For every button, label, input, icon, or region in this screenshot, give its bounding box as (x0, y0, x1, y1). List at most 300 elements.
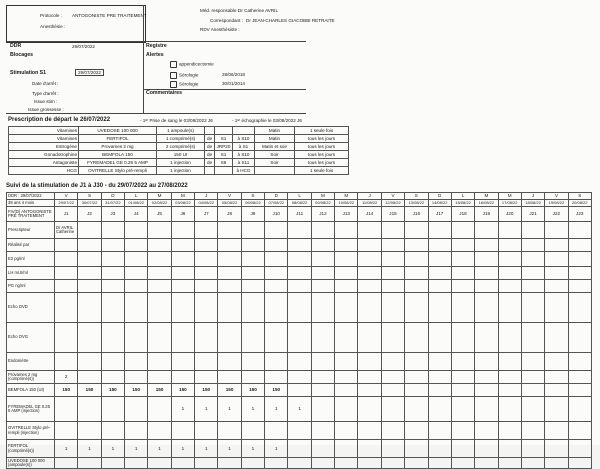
date-cell: 04/08/22 (195, 200, 218, 207)
suivi-cell (311, 353, 334, 371)
suivi-cell (288, 239, 311, 252)
day-cell: J1 (55, 207, 78, 222)
suivi-row (7, 323, 592, 353)
weekday-cell: S (405, 193, 428, 200)
prescription-cell-sj: à S10 (233, 135, 255, 143)
suivi-cell: 1 (241, 397, 264, 422)
suivi-cell (545, 371, 568, 384)
suivi-cell (55, 422, 78, 440)
suivi-cell: 1 (288, 397, 311, 422)
suivi-cell (288, 422, 311, 440)
suivi-cell (475, 222, 498, 239)
suivi-cell: 1 (171, 397, 194, 422)
suivi-cell (218, 280, 241, 293)
prescription-cell-sj (233, 127, 255, 135)
suivi-cell (405, 422, 428, 440)
issue-grossesse-label: Issue grossesse : (28, 107, 64, 112)
date-cell: 07/08/22 (265, 200, 288, 207)
suivi-cell (311, 280, 334, 293)
suivi-row (7, 440, 592, 458)
suivi-cell (498, 267, 521, 280)
weekday-cell: J (521, 193, 544, 200)
weekday-cell: M (335, 193, 358, 200)
suivi-cell (428, 440, 451, 458)
suivi-cell (265, 239, 288, 252)
suivi-cell (101, 280, 124, 293)
suivi-cell (288, 384, 311, 397)
protocole-value: ANTOGONISTE PRE TRAITEMENT (72, 13, 147, 18)
suivi-cell (101, 239, 124, 252)
suivi-ddr-cell: DDR : 29/07/2022 (7, 193, 55, 200)
suivi-cell (405, 222, 428, 239)
suivi-cell (405, 371, 428, 384)
suivi-cell (311, 384, 334, 397)
suivi-cell (288, 252, 311, 267)
suivi-row-label: PG ng/ml (7, 280, 55, 293)
date-cell: 11/08/22 (358, 200, 381, 207)
suivi-cell (335, 440, 358, 458)
suivi-cell (125, 293, 148, 323)
sero1-date: 28/06/2018 (222, 72, 245, 77)
suivi-cell (545, 239, 568, 252)
suivi-cell (241, 293, 264, 323)
suivi-cell (451, 397, 474, 422)
suivi-cell (265, 353, 288, 371)
suivi-cell (265, 267, 288, 280)
alertes-label: Alertes (146, 52, 164, 58)
suivi-cell (125, 353, 148, 371)
suivi-cell (171, 422, 194, 440)
suivi-cell (125, 222, 148, 239)
prescription-cell-j: de (205, 159, 215, 167)
suivi-cell (288, 458, 311, 469)
suivi-cell (428, 384, 451, 397)
suivi-cell (171, 323, 194, 353)
day-cell: J7 (195, 207, 218, 222)
suivi-cell (55, 397, 78, 422)
suivi-cell (545, 458, 568, 469)
suivi-cell (498, 371, 521, 384)
suivi-cell (55, 293, 78, 323)
suivi-cell (498, 397, 521, 422)
suivi-cell (451, 353, 474, 371)
suivi-cell (545, 280, 568, 293)
suivi-cell (475, 293, 498, 323)
ddr-label: DDR (10, 43, 22, 49)
suivi-cell: 150 (125, 384, 148, 397)
weekday-cell: S (241, 193, 264, 200)
suivi-cell (148, 323, 171, 353)
weekday-cell: J (195, 193, 218, 200)
prescription-cell-freq: tous les jours (295, 159, 349, 167)
date-cell: 05/08/22 (218, 200, 241, 207)
suivi-cell (381, 222, 404, 239)
suivi-weekday-row (7, 193, 592, 200)
suivi-cell (78, 353, 101, 371)
prescription-cell-j (205, 127, 215, 135)
suivi-cell (358, 293, 381, 323)
suivi-cell (335, 422, 358, 440)
suivi-cell (288, 267, 311, 280)
suivi-cell (218, 239, 241, 252)
prescription-cell-j (205, 167, 215, 175)
suivi-cell: 150 (101, 384, 124, 397)
date-cell: 16/08/22 (475, 200, 498, 207)
suivi-cell (125, 397, 148, 422)
suivi-row (7, 397, 592, 422)
weekday-cell: L (288, 193, 311, 200)
suivi-cell (148, 239, 171, 252)
rdv-label: RDV Anesthésiste : (200, 27, 240, 32)
suivi-cell (101, 222, 124, 239)
suivi-cell (125, 458, 148, 469)
suivi-cell (335, 384, 358, 397)
suivi-cell (381, 280, 404, 293)
suivi-cell (195, 353, 218, 371)
suivi-cell (358, 267, 381, 280)
prescription-cell-dose: 2 comprimé(s) (157, 143, 205, 151)
suivi-cell (148, 280, 171, 293)
suivi-cell (55, 353, 78, 371)
suivi-cell (288, 280, 311, 293)
suivi-cell (521, 353, 544, 371)
suivi-cell (55, 252, 78, 267)
suivi-cell (148, 353, 171, 371)
suivi-cell (311, 422, 334, 440)
sero1: Sérologie (170, 72, 198, 79)
weekday-cell: J (358, 193, 381, 200)
suivi-cell (475, 458, 498, 469)
prescription-row (9, 151, 349, 159)
prescription-cell-sj: à S11 (233, 159, 255, 167)
suivi-cell (311, 440, 334, 458)
suivi-cell (451, 222, 474, 239)
prescription-cell-freq: 1 seule fois (295, 167, 349, 175)
suivi-cell (428, 222, 451, 239)
suivi-cell: 1 (218, 440, 241, 458)
suivi-cell (171, 371, 194, 384)
suivi-cell (195, 239, 218, 252)
suivi-cell (148, 422, 171, 440)
day-cell: J23 (568, 207, 591, 222)
suivi-cell (311, 323, 334, 353)
anesthesie-label: Anesthésie : (40, 24, 66, 29)
suivi-cell (55, 267, 78, 280)
suivi-cell (568, 353, 591, 371)
suivi-cell (521, 440, 544, 458)
suivi-cell (171, 280, 194, 293)
suivi-cell (428, 323, 451, 353)
day-cell: J15 (381, 207, 404, 222)
suivi-cell (498, 422, 521, 440)
suivi-cell (241, 371, 264, 384)
suivi-cell (498, 458, 521, 469)
suivi-row-label: BEMFOLA 150 (UI) (7, 384, 55, 397)
suivi-cell (428, 371, 451, 384)
suivi-cell (78, 422, 101, 440)
suivi-cell (171, 252, 194, 267)
date-cell: 19/08/22 (545, 200, 568, 207)
suivi-cell (475, 440, 498, 458)
suivi-date-row (7, 200, 592, 207)
suivi-cell (101, 353, 124, 371)
suivi-row (7, 252, 592, 267)
suivi-cell (381, 293, 404, 323)
issue-stim-label: Issue stim : (34, 99, 58, 104)
prescription-cell-j: de (205, 151, 215, 159)
suivi-cell (521, 458, 544, 469)
suivi-cell (78, 267, 101, 280)
suivi-cell (265, 371, 288, 384)
sero-check-icon (170, 81, 177, 88)
suivi-cell (521, 267, 544, 280)
weekday-cell: V (55, 193, 78, 200)
suivi-cell (521, 239, 544, 252)
prescription-cell-dose: 1 injection (157, 167, 205, 175)
suivi-row (7, 371, 592, 384)
suivi-cell (498, 353, 521, 371)
suivi-row (7, 239, 592, 252)
prescription-cell-dose: 1 injection (157, 159, 205, 167)
suivi-cell: Dr AVRIL Catherine (55, 222, 78, 239)
suivi-cell (568, 397, 591, 422)
suivi-cell (125, 239, 148, 252)
suivi-cell (475, 353, 498, 371)
suivi-cell (405, 397, 428, 422)
suivi-cell (241, 239, 264, 252)
suivi-cell (218, 353, 241, 371)
suivi-cell (335, 222, 358, 239)
suivi-cell (265, 293, 288, 323)
suivi-row (7, 293, 592, 323)
suivi-cell (218, 222, 241, 239)
suivi-cell (241, 323, 264, 353)
suivi-cell (358, 323, 381, 353)
suivi-cell (78, 252, 101, 267)
suivi-cell (311, 397, 334, 422)
prescription-cell-s: JRP20 (215, 143, 233, 151)
suivi-cell (451, 239, 474, 252)
suivi-cell (521, 222, 544, 239)
commentaires-label: Commentaires (146, 90, 183, 96)
prescription-cell-dose: 1 ampoule(s) (157, 127, 205, 135)
suivi-cell (381, 384, 404, 397)
day-cell: J19 (475, 207, 498, 222)
alert-check-icon (170, 61, 177, 68)
suivi-cell: 150 (78, 384, 101, 397)
suivi-cell (428, 353, 451, 371)
suivi-day-row (7, 207, 592, 222)
day-cell: J18 (451, 207, 474, 222)
suivi-cell (498, 293, 521, 323)
suivi-cell: 1 (171, 440, 194, 458)
suivi-cell: 1 (241, 440, 264, 458)
suivi-cell (381, 397, 404, 422)
suivi-cell: 150 (195, 384, 218, 397)
suivi-cell (125, 280, 148, 293)
suivi-row (7, 384, 592, 397)
prescription-cell-s: S6 (215, 159, 233, 167)
prescription-cell-moment: Matin (255, 127, 295, 135)
date-cell: 20/08/22 (568, 200, 591, 207)
day-cell: J16 (405, 207, 428, 222)
suivi-cell: 1 (101, 440, 124, 458)
date-cell: 29/07/22 (55, 200, 78, 207)
suivi-cell (498, 222, 521, 239)
suivi-cell (358, 239, 381, 252)
suivi-cell (475, 397, 498, 422)
suivi-cell (148, 458, 171, 469)
weekday-cell: L (125, 193, 148, 200)
day-cell: J10 (265, 207, 288, 222)
suivi-cell (148, 397, 171, 422)
date-cell: 03/08/22 (171, 200, 194, 207)
suivi-cell (148, 293, 171, 323)
suivi-cell (475, 267, 498, 280)
day-cell: J11 (288, 207, 311, 222)
prescription-cell-cat: Antagoniste (9, 159, 79, 167)
suivi-cell: 150 (241, 384, 264, 397)
suivi-cell (335, 397, 358, 422)
prescription-cell-cat: HCG (9, 167, 79, 175)
header-left-box (6, 5, 146, 43)
suivi-table (6, 192, 592, 469)
suivi-cell (381, 267, 404, 280)
suivi-cell (311, 267, 334, 280)
prescription-cell-cat: Gonadotrophine (9, 151, 79, 159)
prescription-cell-cat: Vitamines (9, 127, 79, 135)
suivi-cell (218, 422, 241, 440)
day-cell: J3 (101, 207, 124, 222)
suivi-cell (78, 293, 101, 323)
suivi-row (7, 280, 592, 293)
suivi-row-label: Echo OVD (7, 293, 55, 323)
prescription-cell-j: de (205, 135, 215, 143)
suivi-cell: 150 (148, 384, 171, 397)
suivi-cell (195, 222, 218, 239)
suivi-cell (335, 239, 358, 252)
weekday-cell: V (218, 193, 241, 200)
suivi-cell (125, 323, 148, 353)
suivi-cell (568, 440, 591, 458)
suivi-cell (545, 222, 568, 239)
suivi-cell (498, 440, 521, 458)
suivi-cell (451, 422, 474, 440)
suivi-cell: 1 (265, 397, 288, 422)
date-cell: 31/07/22 (101, 200, 124, 207)
suivi-cell (148, 222, 171, 239)
suivi-cell (568, 267, 591, 280)
prescription-cell-j: de (205, 143, 215, 151)
suivi-cell (101, 252, 124, 267)
suivi-cell (498, 280, 521, 293)
correspondant-label: Correspondant : (210, 18, 243, 23)
weekday-cell: S (568, 193, 591, 200)
prescription-cell-drug: FYREMADEL GE 0.25 5 AMP (79, 159, 157, 167)
suivi-cell (358, 280, 381, 293)
suivi-cell (55, 323, 78, 353)
suivi-cell (451, 384, 474, 397)
day-cell: J4 (125, 207, 148, 222)
prescription-row (9, 159, 349, 167)
suivi-cell: 150 (218, 384, 241, 397)
suivi-cell (335, 353, 358, 371)
suivi-cell (101, 293, 124, 323)
suivi-cell (288, 371, 311, 384)
suivi-cell (545, 384, 568, 397)
suivi-cell (405, 353, 428, 371)
suivi-cell (545, 252, 568, 267)
prescription-cell-cat: Estrogène (9, 143, 79, 151)
suivi-row (7, 458, 592, 469)
suivi-cell (545, 293, 568, 323)
suivi-cell (78, 397, 101, 422)
suivi-cell: 2 (55, 371, 78, 384)
suivi-cell (521, 384, 544, 397)
suivi-cell (78, 323, 101, 353)
suivi-cell (148, 371, 171, 384)
suivi-cell (381, 458, 404, 469)
day-cell: J14 (358, 207, 381, 222)
suivi-cell (78, 280, 101, 293)
day-cell: J9 (241, 207, 264, 222)
suivi-cell (171, 222, 194, 239)
suivi-cell (381, 323, 404, 353)
suivi-cell: 1 (265, 440, 288, 458)
prescription-cell-freq: tous les jours (295, 135, 349, 143)
suivi-cell (451, 293, 474, 323)
suivi-cell (195, 267, 218, 280)
date-cell: 09/08/22 (311, 200, 334, 207)
suivi-cell (241, 222, 264, 239)
suivi-cell (428, 422, 451, 440)
suivi-cell (405, 440, 428, 458)
suivi-fiv-cell: FIV(D) ANTOGONISTE PRE TRAITEMENT (7, 207, 55, 222)
suivi-cell (545, 267, 568, 280)
date-cell: 13/08/22 (405, 200, 428, 207)
suivi-row (7, 267, 592, 280)
date-cell: 15/08/22 (451, 200, 474, 207)
med-resp-value: Dr Catherine AVRIL (238, 8, 278, 13)
alert-item: appendicectomie (170, 61, 214, 68)
suivi-row-label: Prescripteur (7, 222, 55, 239)
prescription-row (9, 127, 349, 135)
date-cell: 17/08/22 (498, 200, 521, 207)
date-arret-label: Date d'arrêt : (32, 81, 59, 86)
prescription-cell-moment: Soir (255, 159, 295, 167)
suivi-row-label: UVEDOSE 100 000 (ampoule(s)) (7, 458, 55, 469)
suivi-cell (568, 422, 591, 440)
protocole-label: Protocole : (40, 13, 62, 18)
suivi-cell (218, 458, 241, 469)
date-cell: 06/08/22 (241, 200, 264, 207)
suivi-cell (475, 252, 498, 267)
suivi-cell (125, 422, 148, 440)
suivi-cell (335, 293, 358, 323)
suivi-cell (405, 458, 428, 469)
suivi-cell (475, 422, 498, 440)
suivi-cell (521, 371, 544, 384)
suivi-cell: 1 (125, 440, 148, 458)
suivi-cell: 150 (55, 384, 78, 397)
weekday-cell: V (381, 193, 404, 200)
day-cell: J21 (521, 207, 544, 222)
prescription-cell-drug: FERTIFOL (79, 135, 157, 143)
suivi-cell (311, 293, 334, 323)
prescription-cell-cat: Vitamines (9, 135, 79, 143)
suivi-cell (545, 440, 568, 458)
suivi-cell (498, 384, 521, 397)
